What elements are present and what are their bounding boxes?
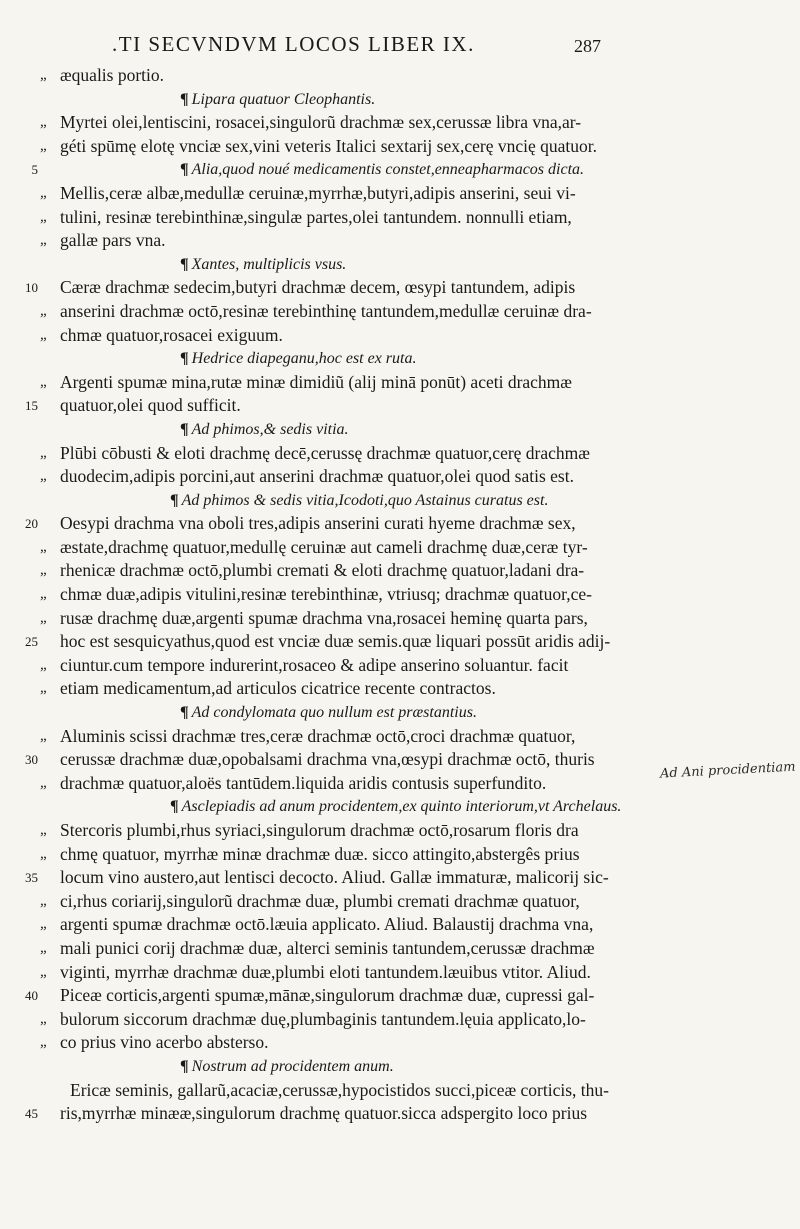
line-number: 15 [25, 398, 38, 414]
text-line [40, 583, 640, 607]
line-number: 25 [25, 634, 38, 650]
quotation-mark: „ [40, 916, 47, 933]
line-text: chmę quatuor, myrrhæ minæ drachmæ duæ. sicco attingito,abstergês prius [60, 843, 580, 864]
running-header [112, 30, 632, 64]
quotation-mark: „ [40, 538, 47, 555]
line-text: Cæræ drachmæ sedecim,butyri drachmæ decem, œsypi tantundem, adipis [60, 277, 576, 298]
line-text: Myrtei olei,lentiscini, rosacei,singulorũ drachmæ sex,cerussæ libra vna,ar- [60, 112, 582, 133]
running-title: .TI SECVNDVM LOCOS LIBER IX. [112, 32, 475, 56]
section-heading [40, 489, 640, 513]
line-text: ¶ Lipara quatuor Cleophantis. [180, 88, 375, 112]
text-line [40, 677, 640, 701]
line-text: mali punici corij drachmæ duæ, alterci seminis tantundem,cerussæ drachmæ [60, 937, 595, 958]
line-text: Stercoris plumbi,rhus syriaci,singulorum drachmæ octō,rosarum floris dra [60, 820, 579, 840]
line-number: 20 [25, 516, 38, 532]
line-number: 30 [25, 752, 38, 768]
text-line [25, 1102, 640, 1126]
line-text: bulorum siccorum drachmæ duę,plumbaginis tantundem.lęuia applicato,lo- [60, 1008, 586, 1029]
line-text: ciuntur.cum tempore indurerint,rosaceo & adipe anserino soluantur. facit [60, 654, 569, 675]
section-heading [40, 253, 640, 277]
line-text: rusæ drachmę duæ,argenti spumæ drachma vna,rosacei heminę quarta pars, [60, 607, 588, 628]
quotation-mark: „ [40, 232, 47, 249]
line-text: Argenti spumæ mina,rutæ minæ dimidiũ (alij minā ponūt) aceti drachmæ [60, 371, 572, 392]
section-heading [40, 1055, 640, 1079]
text-line [40, 819, 640, 843]
line-text: Plūbi cōbusti & eloti drachmę decē,cerussę drachmæ quatuor,cerę drachmæ [60, 442, 590, 463]
line-text: chmæ quatuor,rosacei exiguum. [60, 324, 283, 345]
section-heading [40, 88, 640, 112]
text-line [40, 654, 640, 678]
quotation-mark: „ [40, 114, 47, 131]
line-number: 35 [25, 870, 38, 886]
section-heading [40, 795, 640, 819]
quotation-mark: „ [40, 1034, 47, 1051]
line-text: ¶ Ad condylomata quo nullum est præstantius. [180, 701, 477, 725]
line-number: 45 [25, 1106, 38, 1122]
line-text: ¶ Nostrum ad procidentem anum. [180, 1055, 394, 1079]
text-line [40, 371, 640, 395]
quotation-mark: „ [40, 208, 47, 225]
text-line [40, 135, 640, 159]
line-text: anserini drachmæ octō,resinæ terebinthinę tantundem,medullæ ceruinæ dra- [60, 300, 592, 321]
line-text: ¶ Asclepiadis ad anum procidentem,ex quinto interiorum,vt Archelaus. [170, 795, 621, 819]
line-text: ris,myrrhæ minææ,singulorum drachmę quatuor.sicca adspergito loco prius [60, 1103, 588, 1124]
text-line [40, 111, 640, 135]
line-number: 10 [25, 280, 38, 296]
line-text: Oesypi drachma vna oboli tres,adipis anserini curati hyeme drachmæ sex, [60, 513, 576, 534]
quotation-mark: „ [40, 892, 47, 909]
line-text: duodecim,adipis porcini,aut anserini drachmæ quatuor,olei quod satis est. [60, 466, 574, 487]
text-line [40, 1079, 640, 1103]
text-line [40, 206, 640, 230]
quotation-mark: „ [40, 302, 47, 319]
line-text: Ericæ seminis, gallarũ,acaciæ,cerussæ,hypocistidos succi,piceæ corticis, thu- [70, 1079, 609, 1100]
line-text: tulini, resinæ terebinthinæ,singulæ partes,olei tantundem. nonnulli etiam, [60, 206, 572, 227]
quotation-mark: „ [40, 586, 47, 603]
text-line [40, 536, 640, 560]
line-text: ¶ Ad phimos & sedis vitia,Icodoti,quo Astainus curatus est. [170, 489, 548, 513]
line-text: æstate,drachmę quatuor,medullę ceruinæ aut cameli drachmę duæ,ceræ tyr- [60, 536, 588, 557]
text-line [25, 276, 640, 300]
quotation-mark: „ [40, 184, 47, 201]
quotation-mark: „ [40, 963, 47, 980]
quotation-mark: „ [40, 373, 47, 390]
quotation-mark: „ [40, 444, 47, 461]
line-number: 40 [25, 988, 38, 1004]
line-text: quatuor,olei quod sufficit. [60, 395, 241, 416]
line-text: Piceæ corticis,argenti spumæ,mānæ,singulorum drachmæ duæ, cupressi gal- [60, 985, 595, 1006]
page-number: 287 [574, 36, 601, 56]
line-text: ¶ Ad phimos,& sedis vitia. [180, 418, 349, 442]
handwritten-marginal-note: Ad Ani procidentiam [659, 759, 796, 782]
text-line [40, 725, 640, 749]
text-line [40, 913, 640, 937]
text-line [25, 512, 640, 536]
quotation-mark: „ [40, 468, 47, 485]
text-line [40, 843, 640, 867]
line-text: gallæ pars vna. [60, 230, 166, 251]
text-line [25, 630, 640, 654]
line-text: æqualis portio. [60, 65, 165, 85]
line-text: etiam medicamentum,ad articulos cicatrice recente contractos. [60, 678, 496, 699]
line-text: cerussæ drachmæ duæ,opobalsami drachma vna,œsypi drachmæ octō, thuris [60, 749, 595, 770]
text-line [40, 229, 640, 253]
line-text: hoc est sesquicyathus,quod est vnciæ duæ semis.quæ liquari possūt aridis adij- [60, 631, 611, 652]
quotation-mark: „ [40, 774, 47, 791]
line-text: chmæ duæ,adipis vitulini,resinæ terebinthinæ, vtriusq; drachmæ quatuor,ce- [60, 584, 592, 605]
quotation-mark: „ [40, 727, 47, 744]
text-line [40, 465, 640, 489]
text-block [25, 64, 640, 1126]
quotation-mark: „ [40, 67, 47, 83]
text-line [40, 772, 640, 796]
text-line [40, 961, 640, 985]
quotation-mark: „ [40, 137, 47, 154]
line-text: drachmæ quatuor,aloës tantūdem.liquida aridis contusis superfundito. [60, 772, 547, 793]
section-heading [31, 158, 640, 182]
line-text: viginti, myrrhæ drachmæ duæ,plumbi eloti tantundem.læuibus vtitor. Aliud. [60, 961, 591, 982]
quotation-mark: „ [40, 680, 47, 697]
line-text: ci,rhus coriarij,singulorũ drachmæ duæ, plumbi cremati drachmæ quatuor, [60, 890, 580, 911]
text-line [40, 300, 640, 324]
section-heading [40, 418, 640, 442]
line-text: ¶ Alia,quod noué medicamentis constet,enneapharmacos dicta. [180, 158, 584, 182]
quotation-mark: „ [40, 562, 47, 579]
quotation-mark: „ [40, 1010, 47, 1027]
text-line [40, 937, 640, 961]
line-text: ¶ Hedrice diapeganu,hoc est ex ruta. [180, 347, 416, 371]
quotation-mark: „ [40, 326, 47, 343]
text-line [25, 984, 640, 1008]
quotation-mark: „ [40, 845, 47, 862]
text-line [40, 607, 640, 631]
quotation-mark: „ [40, 656, 47, 673]
text-line [40, 442, 640, 466]
text-line [40, 559, 640, 583]
text-line [25, 394, 640, 418]
line-text: Mellis,ceræ albæ,medullæ ceruinæ,myrrhæ,butyri,adipis anserini, seui vi- [60, 182, 576, 203]
line-text: Aluminis scissi drachmæ tres,ceræ drachmæ octō,croci drachmæ quatuor, [60, 725, 576, 746]
quotation-mark: „ [40, 822, 47, 838]
quotation-mark: „ [40, 939, 47, 956]
text-line [40, 1008, 640, 1032]
text-line [40, 1031, 640, 1055]
quotation-mark: „ [40, 609, 47, 626]
text-line [40, 64, 640, 88]
text-line [25, 866, 640, 890]
line-number: 5 [31, 162, 38, 178]
line-text: locum vino austero,aut lentisci decocto. Aliud. Gallæ immaturæ, malicorij sic- [60, 867, 609, 888]
text-line [25, 748, 640, 772]
line-text: géti spūmę elotę vnciæ sex,vini veteris Italici sextarij sex,cerę vncię quatuor. [60, 135, 597, 156]
line-text: co prius vino acerbo absterso. [60, 1032, 269, 1053]
line-text: argenti spumæ drachmæ octō.læuia applicato. Aliud. Balaustij drachma vna, [60, 914, 594, 935]
line-text: ¶ Xantes, multiplicis vsus. [180, 253, 346, 277]
text-line [40, 182, 640, 206]
line-text: rhenicæ drachmæ octō,plumbi cremati & eloti drachmę quatuor,ladani dra- [60, 560, 585, 581]
text-line [40, 890, 640, 914]
section-heading [40, 347, 640, 371]
section-heading [40, 701, 640, 725]
text-line [40, 324, 640, 348]
